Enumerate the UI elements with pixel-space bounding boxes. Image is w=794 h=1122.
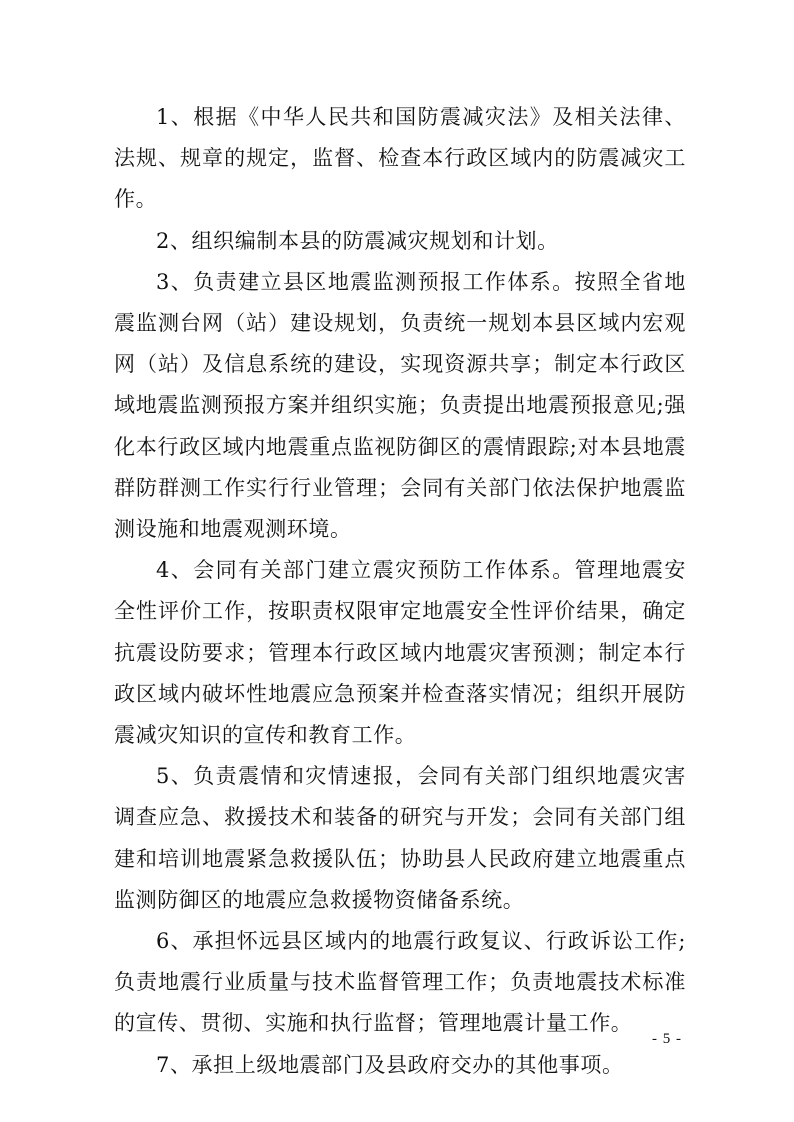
page-number: - 5 - (652, 1031, 682, 1047)
paragraph-6: 6、承担怀远县区域内的地震行政复议、行政诉讼工作;负责地震行业质量与技术监督管理工作；负责地震技术标准的宣传、贯彻、实施和执行监督；管理地震计量工作。 (114, 929, 686, 1036)
paragraph-7: 7、承担上级地震部门及县政府交办的其他事项。 (156, 1052, 624, 1077)
paragraph-3: 3、负责建立县区地震监测预报工作体系。按照全省地震监测台网（站）建设规划，负责统一规划本县区域内宏观网（站）及信息系统的建设，实现资源共享；制定本行政区域地震监测预报方案并组织实施；负责提出地震预报意见;强化本行政区域内地震重点监视防御区的震情跟踪;对本县地震群防群测工作实行行业管理；会同有关部门依法保护地震监测设施和地震观测环境。 (114, 269, 686, 542)
paragraph-5: 5、负责震情和灾情速报，会同有关部门组织地震灾害调查应急、救援技术和装备的研究与开发；会同有关部门组建和培训地震紧急救援队伍；协助县人民政府建立地震重点监测防御区的地震应急救援物资储备系统。 (114, 764, 686, 912)
document-body (114, 97, 686, 1086)
paragraph-4: 4、会同有关部门建立震灾预防工作体系。管理地震安全性评价工作，按职责权限审定地震安全性评价结果，确定抗震设防要求；管理本行政区域内地震灾害预测；制定本行政区域内破坏性地震应急预案并检查落实情况；组织开展防震减灾知识的宣传和教育工作。 (114, 558, 686, 748)
paragraph-2: 2、组织编制本县的防震减灾规划和计划。 (156, 228, 559, 253)
paragraph-1: 1、根据《中华人民共和国防震减灾法》及相关法律、法规、规章的规定，监督、检查本行政区域内的防震减灾工作。 (114, 105, 686, 212)
